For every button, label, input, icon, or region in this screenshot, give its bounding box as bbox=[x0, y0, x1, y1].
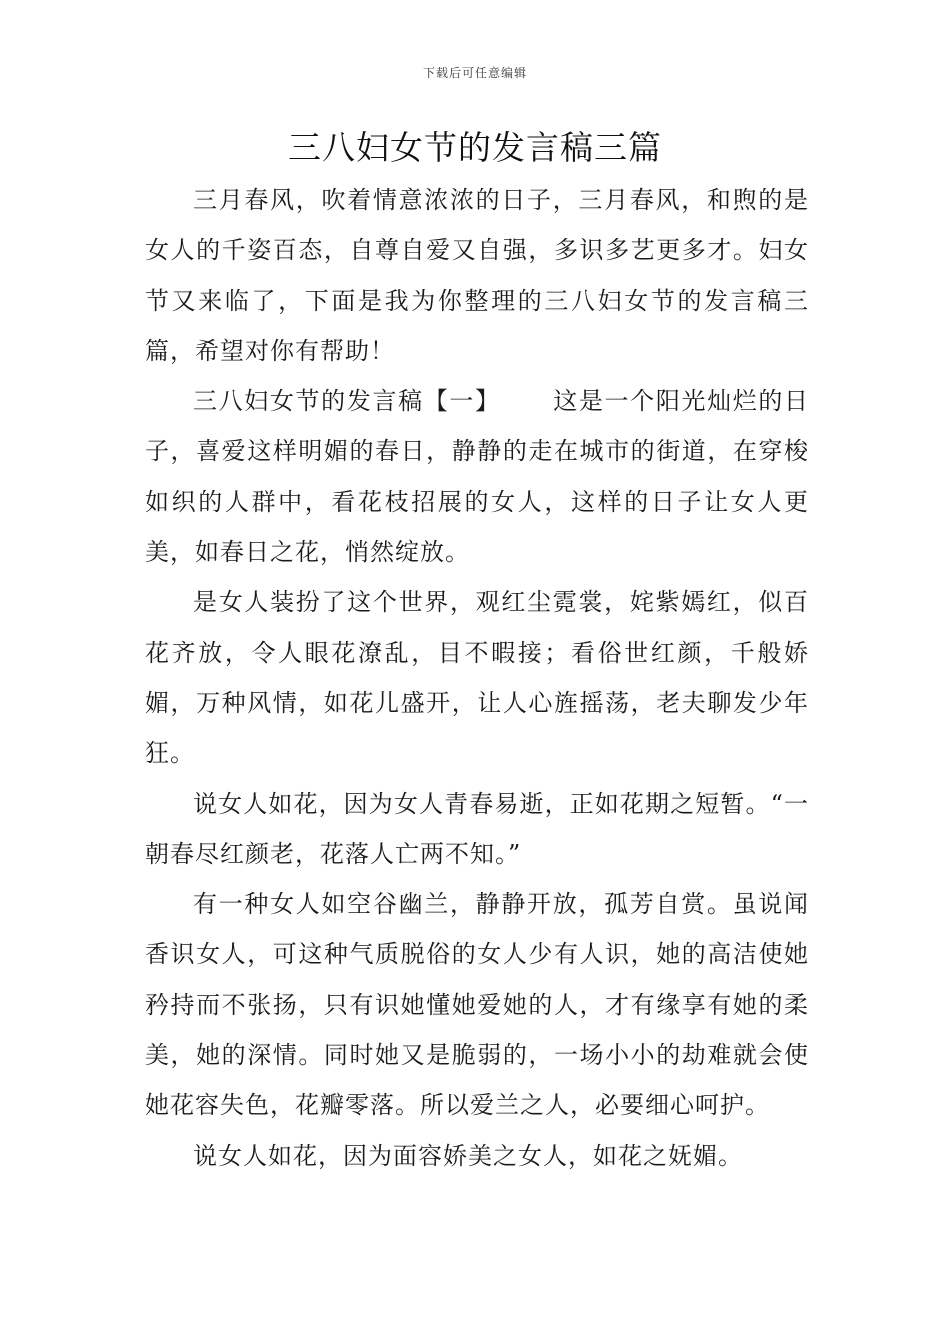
body-paragraph-1: 是女人装扮了这个世界，观红尘霓裳，姹紫嫣红，似百花齐放，令人眼花潦乱，目不暇接；看俗世红颜，千般娇媚，万种风情，如花儿盛开，让人心旌摇荡，老夫聊发少年狂。 bbox=[145, 588, 809, 768]
body-paragraph-2: 说女人如花，因为女人青春易逝，正如花期之短暂。“一朝春尽红颜老，花落人亡两不知。” bbox=[145, 789, 809, 868]
section1-paragraph bbox=[145, 376, 809, 577]
section1-heading: 三八妇女节的发言稿【一】 bbox=[193, 387, 501, 416]
page-header-note: 下载后可任意编辑 bbox=[422, 66, 527, 80]
intro-paragraph: 三月春风，吹着情意浓浓的日子，三月春风，和煦的是女人的千姿百态，自尊自爱又自强，多识多艺更多才。妇女节又来临了，下面是我为你整理的三八妇女节的发言稿三篇，希望对你有帮助！ bbox=[145, 186, 809, 365]
body-paragraph-4: 说女人如花，因为面容娇美之女人，如花之妩媚。 bbox=[193, 1141, 743, 1170]
document-body bbox=[145, 175, 809, 1181]
body-paragraph-3: 有一种女人如空谷幽兰，静静开放，孤芳自赏。虽说闻香识女人，可这种气质脱俗的女人少有人识，她的高洁使她矜持而不张扬，只有识她懂她爱她的人，才有缘享有她的柔美，她的深情。同时她又是脆弱的，一场小小的劫难就会使她花容失色，花瓣零落。所以爱兰之人，必要细心呵护。 bbox=[145, 890, 809, 1120]
document-title: 三八妇女节的发言稿三篇 bbox=[288, 128, 662, 167]
section1-first-text: 这是一个阳光灿烂的日子，喜爱这样明媚的春日，静静的走在城市的街道，在穿梭如织的人群中，看花枝招展的女人，这样的日子让女人更美，如春日之花，悄然绽放。 bbox=[145, 387, 810, 567]
